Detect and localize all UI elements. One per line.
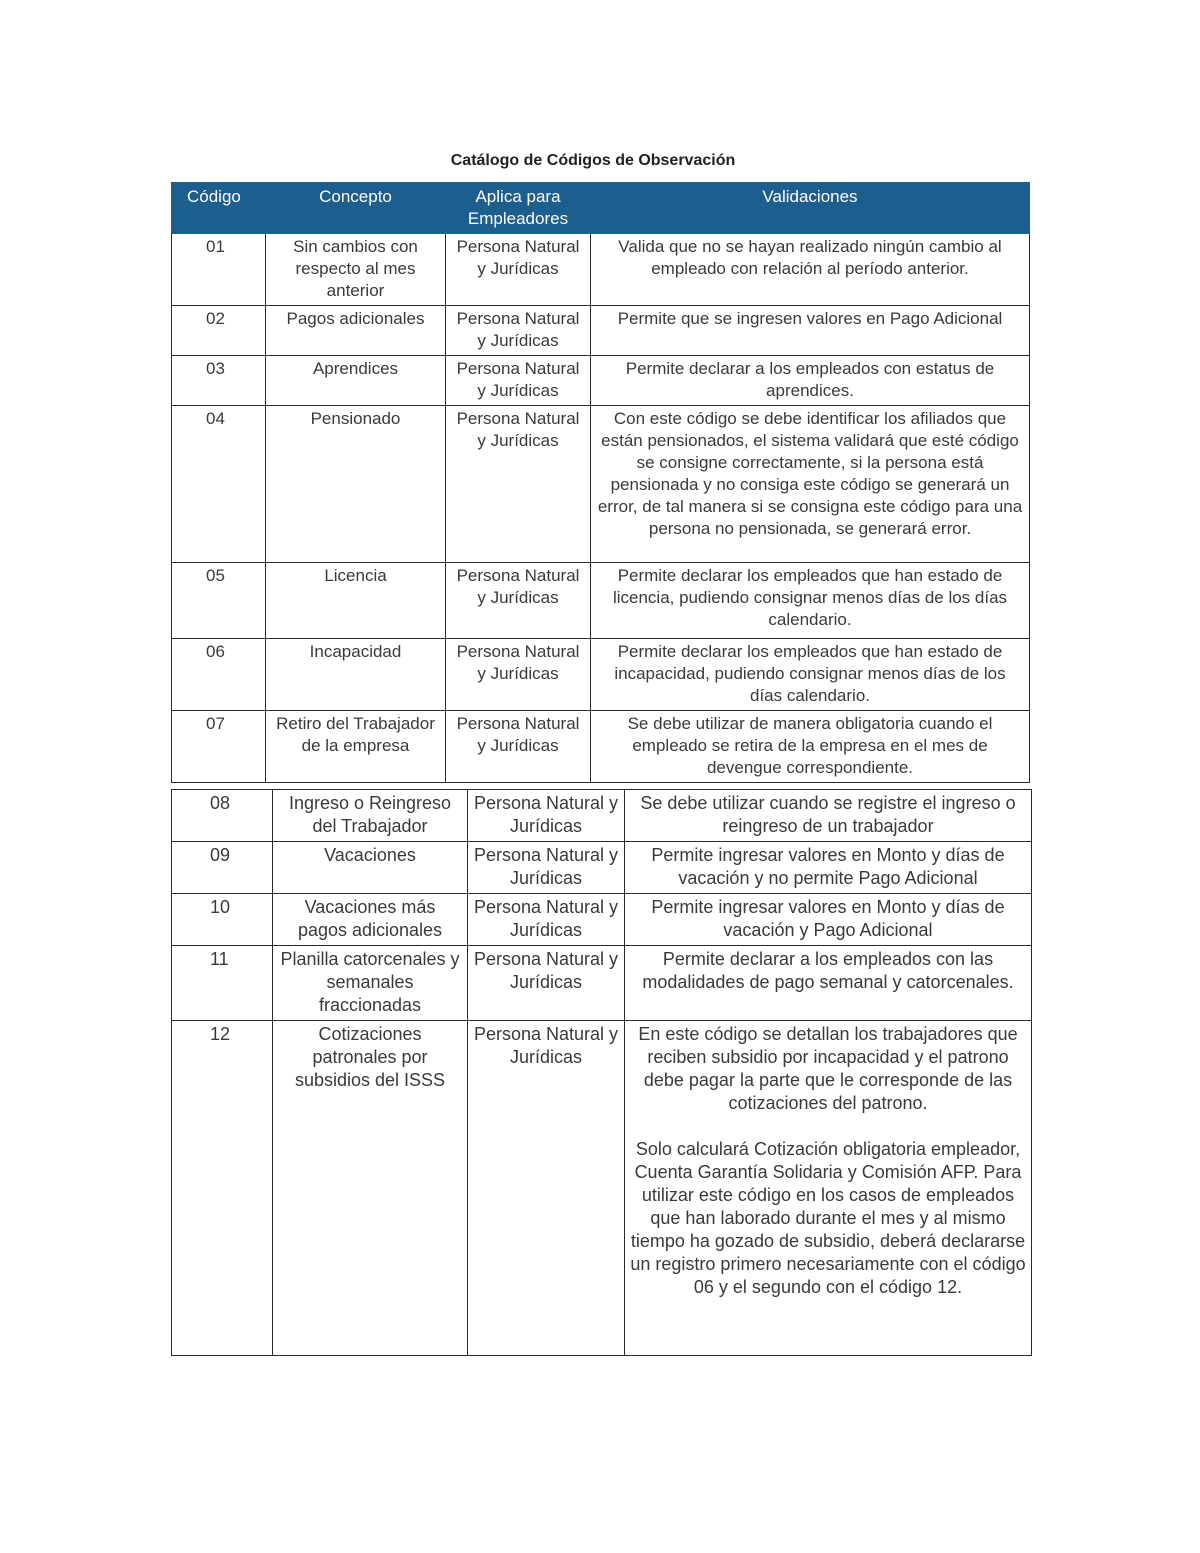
table-row bbox=[172, 894, 1032, 946]
codes-table-bottom bbox=[171, 789, 1032, 1356]
table-row bbox=[172, 790, 1032, 842]
table-row bbox=[172, 711, 1030, 783]
header-validaciones: Validaciones bbox=[591, 183, 1030, 234]
cell-codigo: 06 bbox=[172, 639, 266, 711]
cell-codigo: 09 bbox=[172, 842, 273, 894]
cell-concepto: Planilla catorcenales y semanales fraccionadas bbox=[273, 946, 468, 1021]
table-row bbox=[172, 946, 1032, 1021]
header-codigo: Código bbox=[172, 183, 266, 234]
cell-validaciones: Permite que se ingresen valores en Pago Adicional bbox=[591, 306, 1030, 356]
table-row bbox=[172, 234, 1030, 306]
table-header-row bbox=[172, 183, 1030, 234]
cell-concepto: Pagos adicionales bbox=[266, 306, 446, 356]
table-row bbox=[172, 406, 1030, 563]
cell-aplica: Persona Natural y Jurídicas bbox=[446, 563, 591, 639]
table-row bbox=[172, 842, 1032, 894]
paragraph-spacer bbox=[630, 1115, 1026, 1138]
cell-codigo: 11 bbox=[172, 946, 273, 1021]
page-title: Catálogo de Códigos de Observación bbox=[450, 152, 736, 169]
cell-aplica: Persona Natural y Jurídicas bbox=[446, 356, 591, 406]
cell-concepto: Pensionado bbox=[266, 406, 446, 563]
header-aplica: Aplica para Empleadores bbox=[446, 183, 591, 234]
cell-codigo: 12 bbox=[172, 1021, 273, 1356]
cell-validaciones bbox=[625, 1021, 1032, 1356]
cell-validaciones: Permite declarar a los empleados con estatus de aprendices. bbox=[591, 356, 1030, 406]
table-row bbox=[172, 639, 1030, 711]
validaciones-paragraph-2: Solo calculará Cotización obligatoria empleador, Cuenta Garantía Solidaria y Comisión AFP. Para utilizar este código en los casos de empleados que han laborado durante el mes y al mismo tiempo ha gozado de subsidio, deberá declararse un registro primero necesariamente con el código 06 y el segundo con el código 12. bbox=[630, 1139, 1026, 1297]
cell-concepto: Retiro del Trabajador de la empresa bbox=[266, 711, 446, 783]
cell-concepto: Ingreso o Reingreso del Trabajador bbox=[273, 790, 468, 842]
cell-validaciones: Se debe utilizar de manera obligatoria cuando el empleado se retira de la empresa en el mes de devengue correspondiente. bbox=[591, 711, 1030, 783]
table-row bbox=[172, 306, 1030, 356]
cell-concepto: Licencia bbox=[266, 563, 446, 639]
cell-codigo: 02 bbox=[172, 306, 266, 356]
table-row bbox=[172, 1021, 1032, 1356]
cell-codigo: 10 bbox=[172, 894, 273, 946]
cell-concepto: Sin cambios con respecto al mes anterior bbox=[266, 234, 446, 306]
cell-validaciones: Permite ingresar valores en Monto y días de vacación y Pago Adicional bbox=[625, 894, 1032, 946]
cell-validaciones: Con este código se debe identificar los afiliados que están pensionados, el sistema validará que esté código se consigne correctamente, si la persona está pensionada y no consiga este código se generará un error, de tal manera si se consigna este código para una persona no pensionada, se generará error. bbox=[591, 406, 1030, 563]
cell-aplica: Persona Natural y Jurídicas bbox=[468, 894, 625, 946]
cell-aplica: Persona Natural y Jurídicas bbox=[468, 790, 625, 842]
cell-aplica: Persona Natural y Jurídicas bbox=[446, 406, 591, 563]
cell-codigo: 05 bbox=[172, 563, 266, 639]
cell-validaciones: Valida que no se hayan realizado ningún cambio al empleado con relación al período anterior. bbox=[591, 234, 1030, 306]
header-concepto: Concepto bbox=[266, 183, 446, 234]
cell-aplica: Persona Natural y Jurídicas bbox=[446, 306, 591, 356]
cell-aplica: Persona Natural y Jurídicas bbox=[446, 639, 591, 711]
cell-aplica: Persona Natural y Jurídicas bbox=[446, 711, 591, 783]
codes-table-top bbox=[171, 182, 1030, 783]
cell-validaciones: Permite declarar a los empleados con las modalidades de pago semanal y catorcenales. bbox=[625, 946, 1032, 1021]
table-row bbox=[172, 356, 1030, 406]
cell-aplica: Persona Natural y Jurídicas bbox=[468, 1021, 625, 1356]
cell-concepto: Cotizaciones patronales por subsidios del ISSS bbox=[273, 1021, 468, 1356]
cell-codigo: 07 bbox=[172, 711, 266, 783]
cell-validaciones: Permite declarar los empleados que han estado de incapacidad, pudiendo consignar menos días de los días calendario. bbox=[591, 639, 1030, 711]
cell-aplica: Persona Natural y Jurídicas bbox=[446, 234, 591, 306]
cell-concepto: Incapacidad bbox=[266, 639, 446, 711]
cell-concepto: Vacaciones bbox=[273, 842, 468, 894]
cell-codigo: 04 bbox=[172, 406, 266, 563]
cell-codigo: 03 bbox=[172, 356, 266, 406]
cell-concepto: Aprendices bbox=[266, 356, 446, 406]
cell-concepto: Vacaciones más pagos adicionales bbox=[273, 894, 468, 946]
cell-validaciones: Se debe utilizar cuando se registre el ingreso o reingreso de un trabajador bbox=[625, 790, 1032, 842]
cell-validaciones: Permite declarar los empleados que han estado de licencia, pudiendo consignar menos días de los días calendario. bbox=[591, 563, 1030, 639]
validaciones-paragraph-1: En este código se detallan los trabajadores que reciben subsidio por incapacidad y el patrono debe pagar la parte que le corresponde de las cotizaciones del patrono. bbox=[638, 1024, 1018, 1113]
cell-aplica: Persona Natural y Jurídicas bbox=[468, 946, 625, 1021]
cell-aplica: Persona Natural y Jurídicas bbox=[468, 842, 625, 894]
cell-codigo: 01 bbox=[172, 234, 266, 306]
table-row bbox=[172, 563, 1030, 639]
cell-codigo: 08 bbox=[172, 790, 273, 842]
cell-validaciones: Permite ingresar valores en Monto y días de vacación y no permite Pago Adicional bbox=[625, 842, 1032, 894]
